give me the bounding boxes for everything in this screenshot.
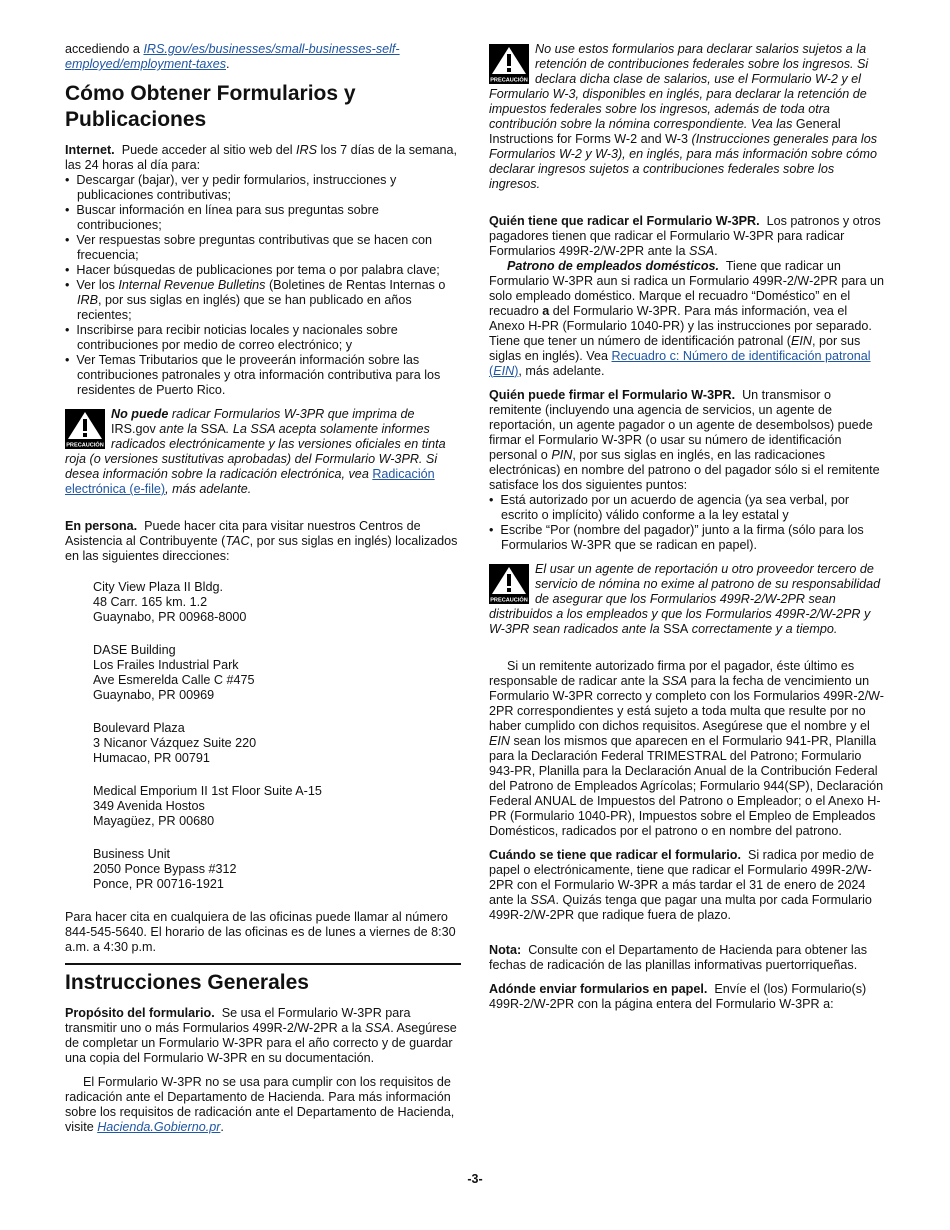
list-item: • Inscribirse para recibir noticias locales y nacionales sobre contribuciones por medio de correo electrónico; y	[65, 323, 398, 352]
address-block: Boulevard Plaza 3 Nicanor Vázquez Suite 220 Humacao, PR 00791	[93, 721, 257, 765]
caution-box-agente	[489, 562, 885, 637]
list-item: • Está autorizado por un acuerdo de agencia (ya sea verbal, por escrito o implícito) válido conforme a la ley estatal y	[489, 493, 850, 522]
list-item: • Ver los Internal Revenue Bulletins (Boletines de Rentas Internas o IRB, por sus siglas en inglés) que se han publicado en años recientes;	[65, 278, 446, 322]
caution-box-no-use	[489, 42, 885, 192]
caution-box-no-puede	[65, 407, 461, 497]
list-item: • Descargar (bajar), ver y pedir formularios, instrucciones y publicaciones contributivas;	[65, 173, 397, 202]
right-column	[489, 42, 885, 1012]
internet-paragraph: Internet. Puede acceder al sitio web del IRS los 7 días de la semana, las 24 horas al día para:	[65, 143, 458, 172]
list-item: • Ver respuestas sobre preguntas contributivas que se hacen con frecuencia;	[65, 233, 433, 262]
svg-text:PRECAUCIÓN: PRECAUCIÓN	[66, 442, 104, 449]
list-item: • Buscar información en línea para sus preguntas sobre contribuciones;	[65, 203, 379, 232]
heading-instrucciones-generales: Instrucciones Generales	[65, 963, 461, 996]
intro-paragraph: accediendo a IRS.gov/es/businesses/small-businesses-self-employed/employment-taxes.	[65, 42, 400, 71]
appointment-paragraph: Para hacer cita en cualquiera de las oficinas puede llamar al número 844-545-5640. El horario de las oficinas es de lunes a viernes de 8:30 a.m. a 4:30 p.m.	[65, 910, 456, 954]
who-file-paragraph: Quién tiene que radicar el Formulario W-3PR. Los patronos y otros pagadores tienen que radicar el Formulario W-3PR para radicar Formularios 499R-2/W-2PR ante la SSA.	[489, 214, 881, 258]
domestic-paragraph: Patrono de empleados domésticos. Tiene que radicar un Formulario W-3PR aun si radica un Formulario 499R-2/W-2PR para un solo empleado doméstico. Marque el recuadro “Doméstico” en el recuadro a del Formulario W-3PR. Para más información, vea el Anexo H-PR (Formulario 1040-PR) y las instrucciones por separado. Tiene que tener un número de identificación patronal (EIN, por sus siglas en inglés). Vea Recuadro c: Número de identificación patronal (EIN), más adelante.	[489, 259, 884, 378]
caution-text: El usar un agente de reportación u otro proveedor tercero de servicio de nómina no exime al patrono de su responsabilidad de asegurar que los Formularios 499R-2/W-2PR sean distribuidos a los empleados y que los Formularios 499R-2/W-2PR y W-3PR sean radicados ante la SSA correctamente y a tiempo.	[489, 562, 881, 636]
remitter-paragraph: Si un remitente autorizado firma por el pagador, éste último es responsable de radicar ante la SSA para la fecha de vencimiento un Formulario W-3PR correcto y completo con los Formularios 499R-2/W-2PR correspondientes y está sujeto a toda multa que resulte por no haber cumplido con dichos requisitos. Asegúrese que el nombre y el EIN sean los mismos que aparecen en el Formulario 941-PR, Planilla para la Declaración Federal TRIMESTRAL del Patrono; Formulario 943-PR, Planilla para la Declaración Anual de la Contribución Federal del Patrono de Empleados Agrícolas; Formulario 944(SP), Declaración Federal ANUAL de Impuestos del Patrono o Empleador; o el Anexo H-PR (Formulario 1040-PR), Impuestos sobre el Empleo de Empleados Domésticos, radicados por el patrono o en nombre del patrono.	[489, 659, 884, 838]
list-item: • Ver Temas Tributarios que le proveerán información sobre las contribuciones patronales y otra información contributiva para los residentes de Puerto Rico.	[65, 353, 441, 397]
page-number: -3-	[467, 1172, 483, 1186]
hacienda-paragraph: El Formulario W-3PR no se usa para cumplir con los requisitos de radicación ante el Departamento de Hacienda. Para más información sobre los requisitos de radicación ante el Departamento de Hacienda, visite Hacienda.Gobierno.pr.	[65, 1075, 455, 1134]
irs-employment-taxes-link[interactable]: IRS.gov/es/businesses/small-businesses-self-employed/employment-taxes	[65, 42, 400, 71]
address-block: Business Unit 2050 Ponce Bypass #312 Ponce, PR 00716-1921	[93, 847, 237, 891]
left-column	[65, 42, 461, 1135]
where-paragraph: Adónde enviar formularios en papel. Envíe el (los) Formulario(s) 499R-2/W-2PR con la página entera del Formulario W-3PR a:	[489, 982, 867, 1011]
list-item: • Escribe “Por (nombre del pagador)” junto a la firma (sólo para los Formularios W-3PR que se radican en papel).	[489, 523, 864, 552]
internet-label: Internet.	[65, 143, 115, 157]
heading-obtener-formularios: Cómo Obtener Formularios y Publicaciones	[65, 82, 356, 131]
caution-icon	[489, 44, 529, 84]
list-item: • Hacer búsquedas de publicaciones por tema o por palabra clave;	[65, 263, 440, 277]
svg-text:PRECAUCIÓN: PRECAUCIÓN	[490, 597, 528, 604]
who-sign-paragraph: Quién puede firmar el Formulario W-3PR. Un transmisor o remitente (incluyendo una agencia de servicios, un agente de reportación, un agente pagador o un agente de desembolsos) puede firmar el Formulario W-3PR (o usar su número de identificación personal o PIN, por sus siglas en inglés, en las radicaciones electrónicas) en nombre del patrono o del pagador sólo si el remitente satisface los dos siguientes puntos:	[489, 388, 880, 492]
en-persona-paragraph: En persona. Puede hacer cita para visitar nuestros Centros de Asistencia al Contribuyente (TAC, por sus siglas en inglés) localizados en las siguientes direcciones:	[65, 519, 458, 563]
caution-icon	[489, 564, 529, 604]
caution-text: No puede radicar Formularios W-3PR que imprima de IRS.gov ante la SSA. La SSA acepta solamente informes radicados electrónicamente y las versiones oficiales en tinta roja (o versiones sustitutivas aprobadas) del Formulario W-3PR. Si desea información sobre la radicación electrónica, vea Radicación electrónica (e-file), más adelante.	[65, 407, 446, 496]
efile-link[interactable]: Radicación electrónica (e-file)	[65, 467, 435, 496]
hacienda-link[interactable]: Hacienda.Gobierno.pr	[97, 1120, 221, 1134]
caution-text: No use estos formularios para declarar salarios sujetos a la retención de contribuciones federales sobre los ingresos. Si declara dicha clase de salarios, use el Formulario W-2 y el Formulario W-3, disponibles en inglés, para declarar la retención de impuestos federales sobre los ingresos, además de toda otra contribución sobre la nómina correspondiente. Vea las General Instructions for Forms W-2 and W-3 (Instrucciones generales para los Formularios W-2 y W-3), en inglés, para más información sobre cómo declarar ingresos sujetos a contribuciones federales sobre los ingresos.	[489, 42, 878, 191]
address-block: Medical Emporium II 1st Floor Suite A-15 349 Avenida Hostos Mayagüez, PR 00680	[93, 784, 322, 828]
address-block: DASE Building Los Frailes Industrial Park Ave Esmerelda Calle C #475 Guaynabo, PR 00969	[93, 643, 255, 702]
when-paragraph: Cuándo se tiene que radicar el formulario. Si radica por medio de papel o electrónicamente, tiene que radicar el Formulario 499R-2/W-2PR con el Formulario W-3PR a más tardar el 31 de enero de 2024 ante la SSA. Quizás tenga que pagar una multa por cada Formulario 499R-2/W-2PR que radique fuera de plazo.	[489, 848, 874, 922]
recuadro-c-link[interactable]: Recuadro c: Número de identificación patronal (EIN)	[489, 349, 871, 378]
svg-text:PRECAUCIÓN: PRECAUCIÓN	[490, 77, 528, 84]
purpose-paragraph: Propósito del formulario. Se usa el Formulario W-3PR para transmitir uno o más Formularios 499R-2/W-2PR a la SSA. Asegúrese de completar un Formulario W-3PR para el año correcto y de guardar una copia del Formulario W-3PR en su documentación.	[65, 1006, 457, 1065]
caution-icon	[65, 409, 105, 449]
note-paragraph: Nota: Consulte con el Departamento de Hacienda para obtener las fechas de radicación de las planillas informativas puertorriqueñas.	[489, 943, 868, 972]
address-block: City View Plaza II Bldg. 48 Carr. 165 km. 1.2 Guaynabo, PR 00968-8000	[93, 580, 247, 624]
